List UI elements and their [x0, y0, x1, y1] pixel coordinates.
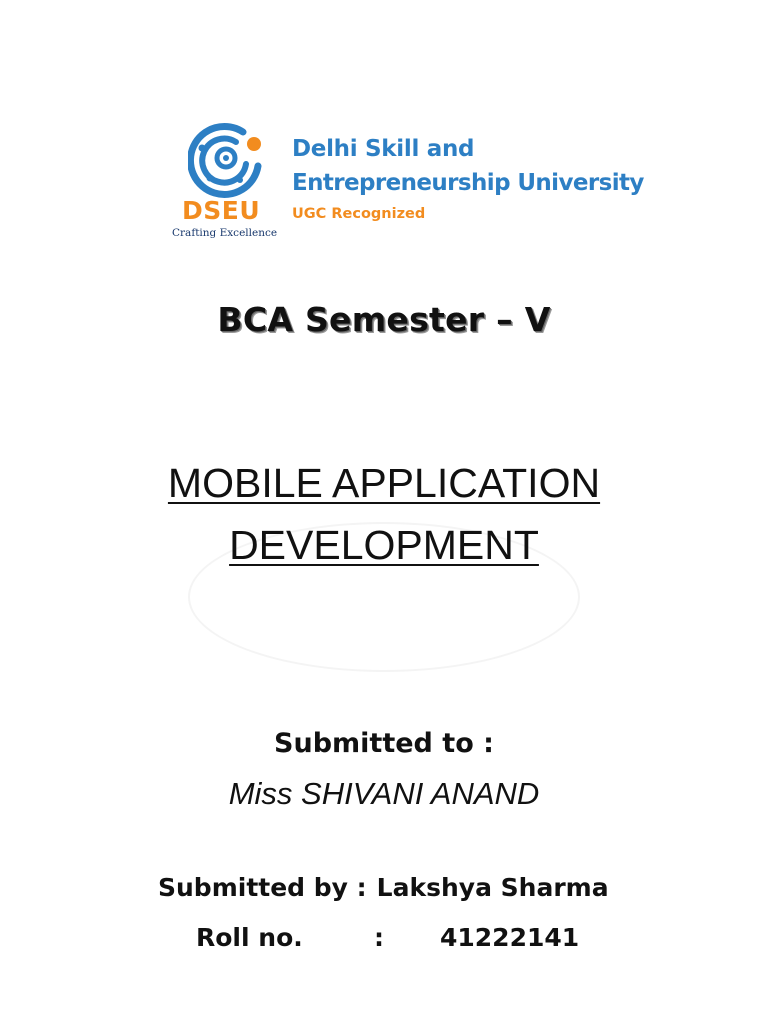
- submitted-by-name: Lakshya Sharma: [376, 873, 609, 902]
- roll-label: Roll no.: [196, 923, 303, 952]
- subject-line1: MOBILE APPLICATION: [167, 460, 601, 506]
- subject-line2: DEVELOPMENT: [229, 522, 539, 568]
- university-name-line1: Delhi Skill and: [292, 136, 475, 162]
- logo-abbreviation: DSEU: [182, 196, 261, 225]
- ugc-recognition: UGC Recognized: [292, 206, 426, 222]
- university-logo: [170, 118, 644, 246]
- submitted-by-line: [158, 873, 609, 902]
- submitted-to-label: Submitted to :: [274, 728, 494, 759]
- roll-separator: :: [374, 923, 384, 952]
- roll-number-line: [196, 923, 596, 957]
- subject-title: [0, 452, 768, 576]
- roll-value: 41222141: [440, 923, 580, 952]
- university-name-line2: Entrepreneurship University: [292, 170, 644, 196]
- dseu-emblem-icon: [188, 118, 268, 198]
- logo-tagline: Crafting Excellence: [172, 227, 278, 239]
- semester-title: BCA Semester – V: [217, 300, 551, 339]
- submitted-to-name: Miss SHIVANI ANAND: [228, 776, 540, 811]
- submitted-by-label: Submitted by :: [158, 873, 367, 902]
